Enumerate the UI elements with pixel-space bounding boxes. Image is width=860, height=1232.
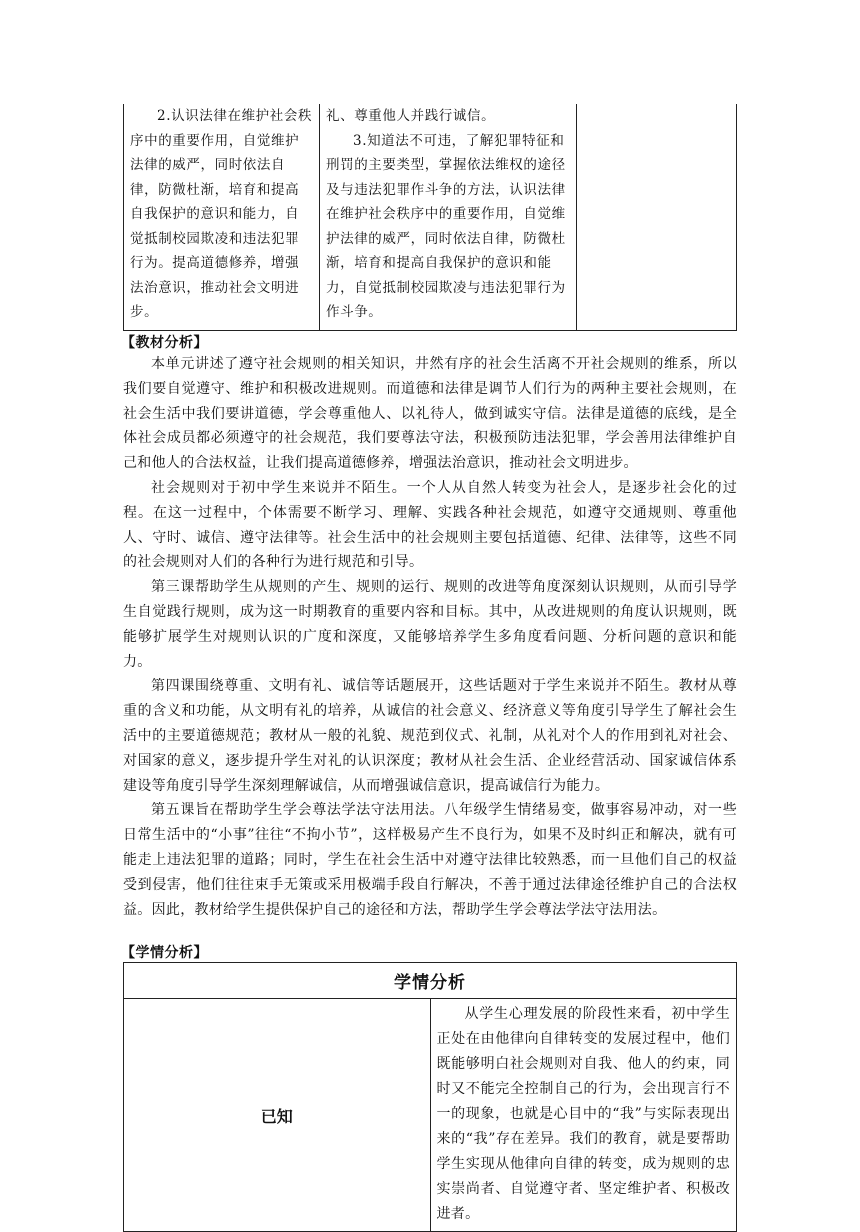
objectives-cell-2 [320, 104, 577, 331]
analysis-paragraph: 第四课围绕尊重、文明有礼、诚信等话题展开，这些话题对于学生来说并不陌生。教材从尊重的含义和功能，从文明有礼的培养，从诚信的社会意义、经济意义等角度引导学生了解社会生活中的主要道德规范；教材从一般的礼貌、规范到仪式、礼制，从礼对个人的作用到礼对社会、对国家的意义，逐步提升学生对礼的认识深度；教材从社会生活、企业经营活动、国家诚信体系建设等角度引导学生深刻理解诚信，从而增强诚信意识，提高诚信行为能力。 [123, 678, 737, 794]
analysis-paragraph: 社会规则对于初中学生来说并不陌生。一个人从自然人转变为社会人，是逐步社会化的过程。在这一过程中，个体需要不断学习、理解、实践各种社会规范，如遵守交通规则、尊重他人、守时、诚信、遵守法律等。社会生活中的社会规则主要包括道德、纪律、法律等，这些不同的社会规则对人们的各种行为进行规范和引导。 [123, 479, 737, 571]
objectives-cell-3 [577, 104, 737, 331]
objective-text-continued: 礼、尊重他人并践行诚信。 [326, 108, 496, 124]
student-analysis-table [123, 962, 737, 1232]
student-analysis-heading: 【学情分析】 [121, 945, 208, 961]
analysis-paragraph: 本单元讲述了遵守社会规则的相关知识，井然有序的社会生活离不开社会规则的维系，所以我们要自觉遵守、维护和积极改进规则。而道德和法律是调节人们行为的两种主要社会规则，在社会生活中我们要讲道德，学会尊重他人、以礼待人，做到诚实守信。法律是道德的底线，是全体社会成员都必须遵守的社会规范，我们要尊法守法，积极预防违法犯罪，学会善用法律维护自己和他人的合法权益，让我们提高道德修养，增强法治意识，推动社会文明进步。 [123, 356, 737, 472]
textbook-analysis-heading: 【教材分析】 [121, 335, 208, 351]
analysis-paragraph: 第五课旨在帮助学生学会尊法学法守法用法。八年级学生情绪易变，做事容易冲动，对一些日常生活中的“小事”往往“不拘小节”，这样极易产生不良行为，如果不及时纠正和解决，就有可能走上违法犯罪的道路；同时，学生在社会生活中对遵守法律比较熟悉，而一旦他们自己的权益受到侵害，他们往往束手无策或采用极端手段自行解决，不善于通过法律途径维护自己的合法权益。因此，教材给学生提供保护自己的途径和方法，帮助学生学会尊法学法守法用法。 [123, 802, 737, 918]
row-content [430, 999, 737, 1232]
textbook-analysis-body [123, 352, 737, 922]
row-text: 从学生心理发展的阶段性来看，初中学生正处在由他律向自律转变的发展过程中，他们既能够明白社会规则对自我、他人的约束，同时又不能完全控制自己的行为，会出现言行不一的现象，也就是心目中的“我”与实际表现出来的“我”存在差异。我们的教育，就是要帮助学生实现从他律向自律的转变，成为规则的忠实崇尚者、自觉遵守者、坚定维护者、积极改进者。 [436, 1006, 730, 1222]
table-row [124, 104, 737, 331]
objectives-table [123, 104, 737, 331]
student-analysis-table-title: 学情分析 [124, 963, 737, 999]
row-label: 已知 [124, 999, 431, 1232]
objectives-cell-1 [124, 104, 320, 331]
objective-text: 3.知道法不可违，了解犯罪特征和刑罚的主要类型，掌握依法维权的途径及与违法犯罪作斗争的方法，认识法律在维护社会秩序中的重要作用，自觉维护法律的威严，同时依法自律，防微杜渐，培育和提高自我保护的意识和能力，自觉抵制校园欺凌与违法犯罪行为作斗争。 [326, 132, 566, 320]
analysis-paragraph: 第三课帮助学生从规则的产生、规则的运行、规则的改进等角度深刻认识规则，从而引导学生自觉践行规则，成为这一时期教育的重要内容和目标。其中，从改进规则的角度认识规则，既能够扩展学生对规则认识的广度和深度，又能够培养学生多角度看问题、分析问题的意识和能力。 [123, 579, 737, 670]
objective-text: 2.认识法律在维护社会秩序中的重要作用，自觉维护法律的威严，同时依法自律，防微杜渐，培育和提高自我保护的意识和能力，自觉抵制校园欺凌和违法犯罪行为。提高道德修养，增强法治意识，推动社会文明进步。 [130, 108, 313, 320]
table-row [124, 999, 737, 1232]
table-row [124, 963, 737, 999]
